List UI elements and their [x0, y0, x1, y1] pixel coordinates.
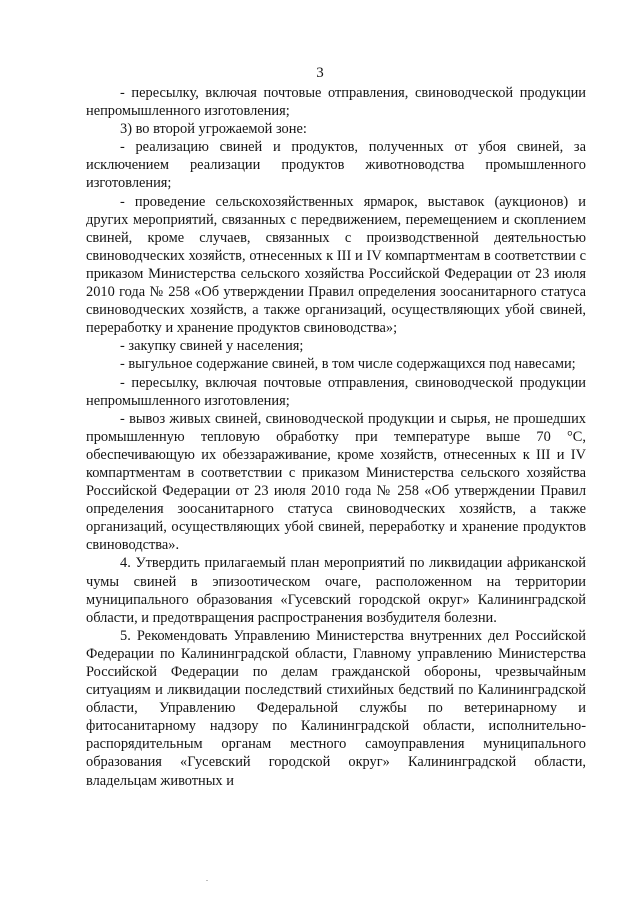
scan-mark	[206, 880, 208, 881]
document-body	[86, 84, 586, 790]
paragraph-fairs-restriction: - проведение сельскохозяйственных ярмарок, выставок (аукционов) и других мероприятий, связанных с передвижением, перемещением и скоплением свиней, кроме случаев, связанных с производственной деятельностью свиноводческих хозяйств, отнесенных к III и IV компартментам в соответствии с приказом Министерства сельского хозяйства Российской Федерации от 23 июля 2010 года № 258 «Об утверждении Правил определения зоосанитарного статуса свиноводческих хозяйств, а также организаций, осуществляющих убой свиней, переработку и хранение продуктов свиноводства»;	[86, 193, 586, 337]
paragraph-mail-restriction-2: - пересылку, включая почтовые отправления, свиноводческой продукции непромышленного изготовления;	[86, 374, 586, 409]
page-number: 3	[316, 65, 324, 81]
paragraph-export-restriction: - вывоз живых свиней, свиноводческой продукции и сырья, не прошедших промышленную тепловую обработку при температуре выше 70 °С, обеспечивающую их обеззараживание, кроме хозяйств, отнесенных к III и IV компартментам в соответствии с приказом Министерства сельского хозяйства Российской Федерации от 23 июля 2010 года № 258 «Об утверждении Правил определения зоосанитарного статуса свиноводческих хозяйств, а также организаций, осуществляющих убой свиней, переработку и хранение продуктов свиноводства».	[86, 410, 586, 554]
paragraph-outdoor-keeping-restriction: - выгульное содержание свиней, в том числе содержащихся под навесами;	[120, 356, 576, 373]
paragraph-item-5: 5. Рекомендовать Управлению Министерства внутренних дел Российской Федерации по Калининградской области, Главному управлению Министерства Российской Федерации по делам гражданской обороны, чрезвычайным ситуациям и ликвидации последствий стихийных бедствий по Калининградской области, Управлению Федеральной службы по ветеринарному и фитосанитарному надзору по Калининградской области, исполнительно-распорядительным органам местного самоуправления муниципального образования «Гусевский городской округ» Калининградской области, владельцам животных и	[86, 627, 586, 789]
paragraph-item-4: 4. Утвердить прилагаемый план мероприятий по ликвидации африканской чумы свиней в эпизоотическом очаге, расположенном на территории муниципального образования «Гусевский городской округ» Калининградской области, и предотвращения распространения возбудителя болезни.	[86, 555, 586, 626]
paragraph-purchase-restriction: - закупку свиней у населения;	[120, 338, 304, 355]
paragraph-second-zone-heading: 3) во второй угрожаемой зоне:	[120, 121, 307, 138]
paragraph-sale-restriction: - реализацию свиней и продуктов, полученных от убоя свиней, за исключением реализации продуктов животноводства промышленного изготовления;	[86, 139, 586, 192]
paragraph-mail-restriction-1: - пересылку, включая почтовые отправления, свиноводческой продукции непромышленного изготовления;	[86, 85, 586, 120]
